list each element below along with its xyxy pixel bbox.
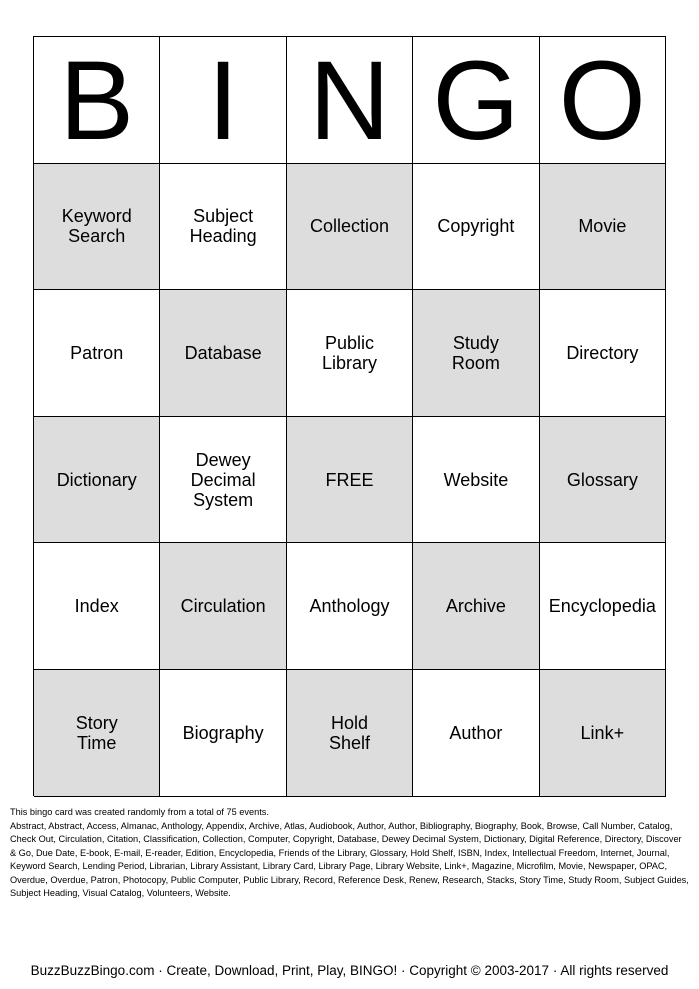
header-letter-b: B: [34, 37, 160, 164]
footer-copyright: BuzzBuzzBingo.com · Create, Download, Print, Play, BINGO! · Copyright © 2003-2017 · All rights reserved: [30, 963, 669, 978]
bingo-cell: Dictionary: [34, 417, 160, 544]
bingo-cell: Encyclopedia: [540, 543, 666, 670]
header-letter-n: N: [287, 37, 413, 164]
bingo-cell: Circulation: [160, 543, 286, 670]
bingo-cell: Directory: [540, 290, 666, 417]
bingo-row-1: [34, 164, 666, 291]
header-letter-o: O: [540, 37, 666, 164]
bingo-cell: Anthology: [287, 543, 413, 670]
bingo-cell: Study Room: [413, 290, 539, 417]
card-description: [10, 806, 690, 901]
bingo-cell: Subject Heading: [160, 164, 286, 291]
card-event-list: Abstract, Abstract, Access, Almanac, Anthology, Appendix, Archive, Atlas, Audiobook, Author, Author, Bibliography, Biography, Book, Browse, Call Number, Catalog, Check Out, Circulation, Citation, Classification, Collection, Computer, Copyright, Database, Dewey Decimal System, Dictionary, Digital Reference, Directory, Discover & Go, Due Date, E-book, E-mail, E-reader, Edition, Encyclopedia, Friends of the Library, Glossary, Hold Shelf, ISBN, Index, Intellectual Freedom, Internet, Journal, Keyword Search, Lending Period, Librarian, Library Assistant, Library Card, Library Page, Library Website, Link+, Magazine, Microfilm, Movie, Newspaper, OPAC, Overdue, Overdue, Patron, Photocopy, Public Computer, Public Library, Record, Reference Desk, Renew, Research, Stacks, Story Time, Study Room, Subject Guides, Subject Heading, Visual Catalog, Volunteers, Website.: [10, 820, 689, 898]
bingo-cell: Collection: [287, 164, 413, 291]
bingo-cell: Public Library: [287, 290, 413, 417]
bingo-cell: Dewey Decimal System: [160, 417, 286, 544]
bingo-cell: Movie: [540, 164, 666, 291]
bingo-cell: Author: [413, 670, 539, 797]
bingo-cell: Link+: [540, 670, 666, 797]
card-description-intro: This bingo card was created randomly from a total of 75 events.: [10, 807, 269, 817]
bingo-cell: Biography: [160, 670, 286, 797]
bingo-row-2: [34, 290, 666, 417]
bingo-cell: Index: [34, 543, 160, 670]
bingo-row-5: [34, 670, 666, 797]
bingo-cell: Archive: [413, 543, 539, 670]
bingo-cell: Patron: [34, 290, 160, 417]
bingo-row-4: [34, 543, 666, 670]
free-space-cell: FREE: [287, 417, 413, 544]
bingo-cell: Copyright: [413, 164, 539, 291]
header-letter-i: I: [160, 37, 286, 164]
header-letter-g: G: [413, 37, 539, 164]
bingo-cell: Database: [160, 290, 286, 417]
bingo-row-3: [34, 417, 666, 544]
bingo-cell: Glossary: [540, 417, 666, 544]
bingo-cell: Keyword Search: [34, 164, 160, 291]
bingo-header-row: [34, 37, 666, 164]
bingo-card: [33, 36, 666, 796]
bingo-cell: Hold Shelf: [287, 670, 413, 797]
bingo-cell: Story Time: [34, 670, 160, 797]
bingo-cell: Website: [413, 417, 539, 544]
